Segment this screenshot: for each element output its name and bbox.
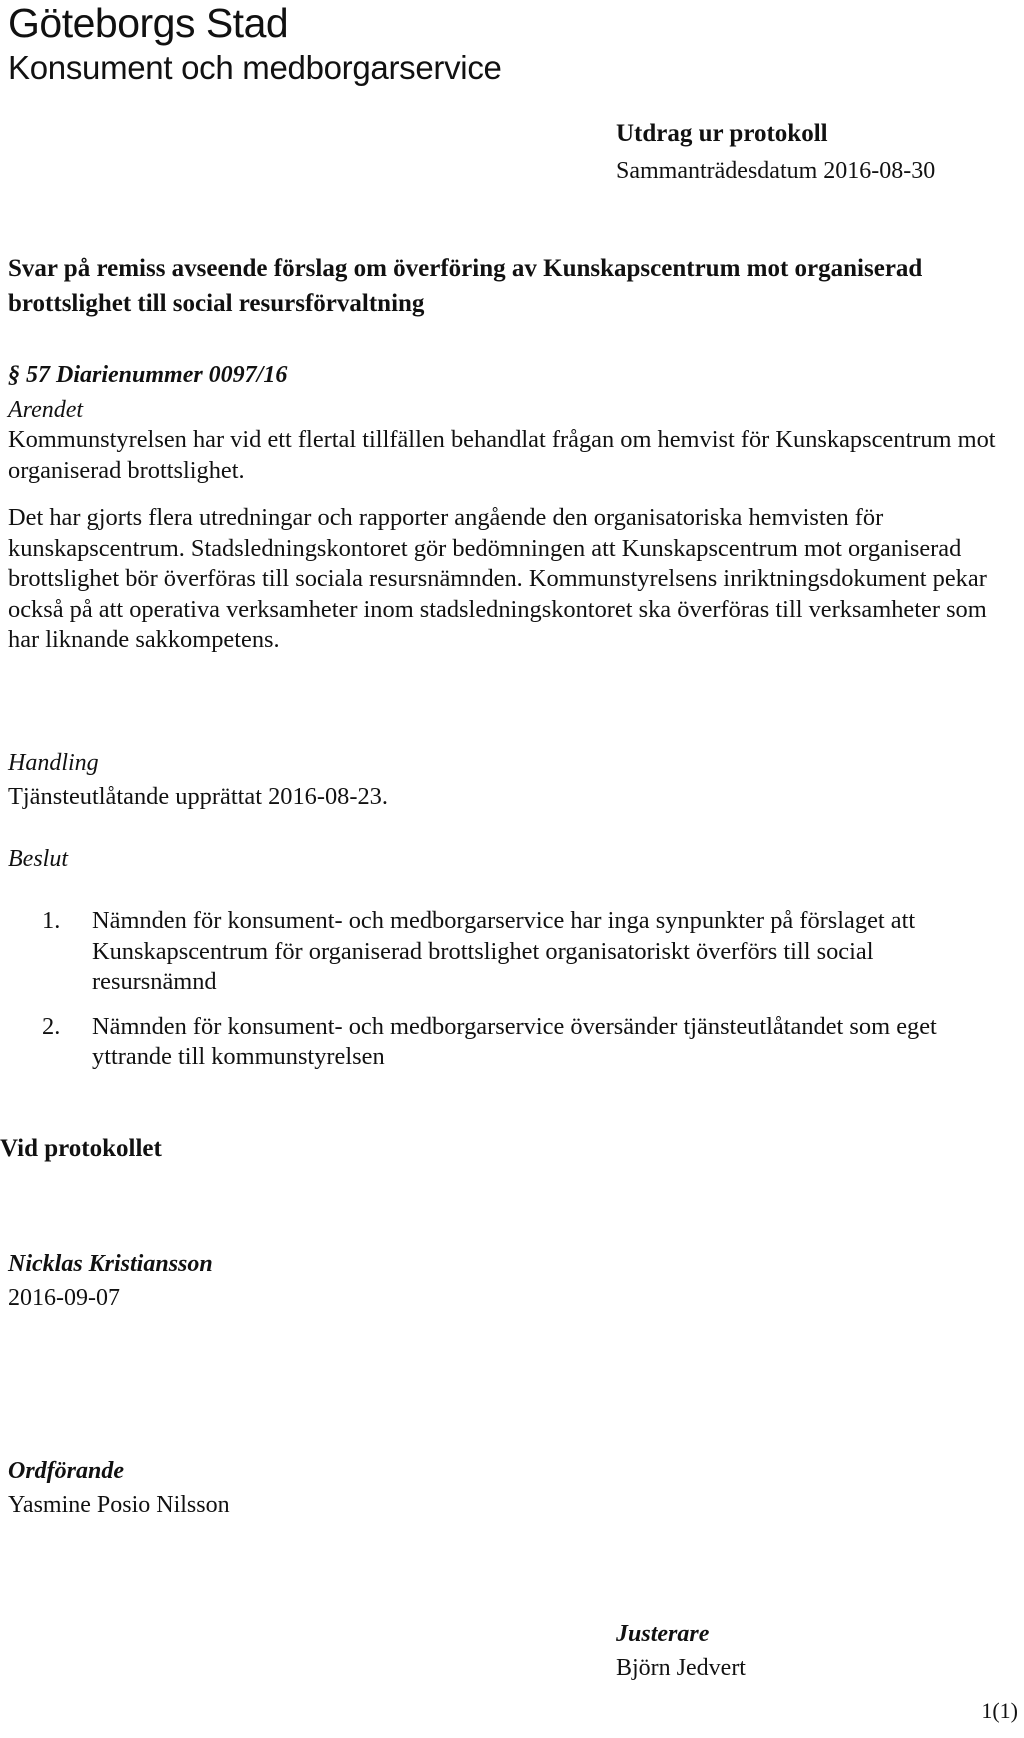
handling-text: Tjänsteutlåtande upprättat 2016-08-23. — [8, 783, 388, 810]
decision-item — [42, 906, 982, 998]
document-type: Utdrag ur protokoll — [616, 120, 828, 147]
case-reference: § 57 Diarienummer 0097/16 — [8, 362, 288, 388]
arendet-paragraph-1: Kommunstyrelsen har vid ett flertal tillfällen behandlat frågan om hemvist för Kunskapscentrum mot organiserad brottslighet. — [8, 426, 996, 484]
department-name: Konsument och medborgarservice — [8, 49, 502, 86]
organization-name: Göteborgs Stad — [8, 0, 289, 46]
decision-text: Nämnden för konsument- och medborgarservice har inga synpunkter på förslaget att Kunskapscentrum för organiserad brottslighet organisatoriskt överförs till social resursnämnd — [92, 907, 916, 995]
chair-role: Ordförande — [8, 1458, 125, 1484]
page-number: 1(1) — [981, 1698, 1018, 1723]
handling-heading: Handling — [8, 750, 99, 776]
adjuster-role: Justerare — [616, 1621, 710, 1647]
decision-number: 2. — [42, 1012, 61, 1040]
decision-list — [42, 906, 982, 1087]
chair-name: Yasmine Posio Nilsson — [8, 1492, 230, 1518]
decision-item — [42, 1012, 982, 1073]
adjuster-name: Björn Jedvert — [616, 1655, 746, 1681]
signatures-heading: Vid protokollet — [0, 1135, 162, 1162]
decision-text: Nämnden för konsument- och medborgarservice översänder tjänsteutlåtandet som eget yttrande till kommunstyrelsen — [92, 1012, 937, 1070]
arendet-heading: Arendet — [8, 397, 84, 423]
beslut-heading: Beslut — [8, 846, 68, 872]
decision-number: 1. — [42, 907, 61, 934]
secretary-name: Nicklas Kristiansson — [8, 1251, 213, 1277]
document-title: Svar på remiss avseende förslag om överföring av Kunskapscentrum mot organiserad brottslighet till social resursförvaltning — [8, 255, 923, 317]
meeting-date: Sammanträdesdatum 2016-08-30 — [616, 158, 936, 184]
arendet-paragraph-2: Det har gjorts flera utredningar och rapporter angående den organisatoriska hemvisten för kunskapscentrum. Stadsledningskontoret gör bedömningen att Kunskapscentrum mot organiserad brottslighet bör överföras till sociala resursnämnden. Kommunstyrelsens inriktningsdokument pekar också på att operativa verksamheter inom stadsledningskontoret ska överföras till verksamheter som har liknande sakkompetens. — [8, 504, 987, 653]
secretary-date: 2016-09-07 — [8, 1285, 120, 1311]
